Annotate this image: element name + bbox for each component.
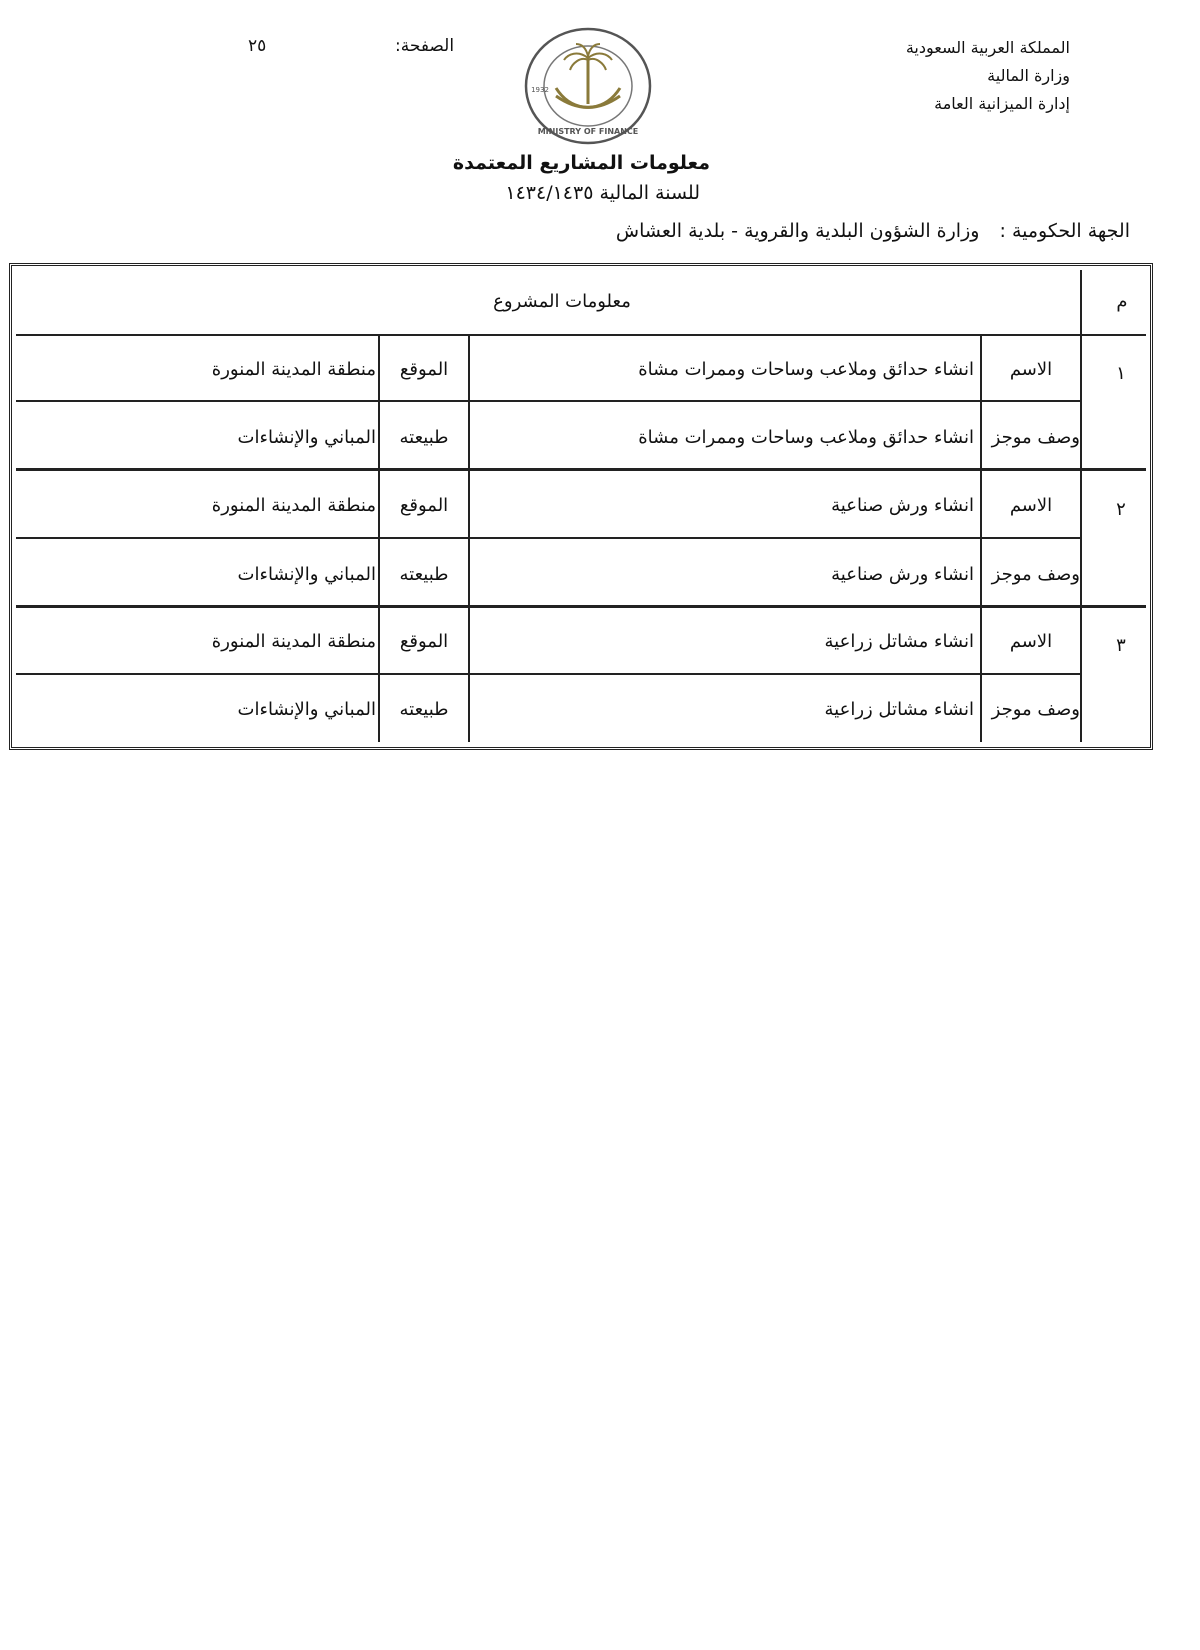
description-label: وصف موجز — [991, 427, 1080, 448]
project-nature: المباني والإنشاءات — [237, 699, 376, 720]
table-rule — [16, 537, 1082, 539]
project-name: انشاء ورش صناعية — [831, 495, 974, 516]
project-description: انشاء مشاتل زراعية — [824, 699, 974, 720]
table-rule — [16, 605, 1146, 608]
project-description: انشاء حدائق وملاعب وساحات وممرات مشاة — [638, 427, 974, 448]
ministry-seal-icon — [522, 26, 654, 146]
logo-year: 1932 — [531, 86, 549, 94]
project-name: انشاء حدائق وملاعب وساحات وممرات مشاة — [638, 359, 974, 380]
table-rule — [16, 334, 1146, 336]
location-label: الموقع — [399, 631, 449, 652]
page-label: الصفحة: — [395, 36, 455, 56]
location-label: الموقع — [399, 495, 449, 516]
ministry-logo — [522, 26, 654, 146]
table-rule — [16, 400, 1082, 402]
table-rule — [378, 336, 380, 742]
gov-entity-value: وزارة الشؤون البلدية والقروية - بلدية العشاش — [615, 220, 980, 242]
fiscal-year: للسنة المالية ١٤٣٤/١٤٣٥ — [505, 182, 700, 204]
nature-label: طبيعته — [399, 427, 449, 448]
projects-table — [9, 263, 1153, 750]
nature-label: طبيعته — [399, 564, 449, 585]
description-label: وصف موجز — [991, 564, 1080, 585]
page-number: ٢٥ — [248, 36, 267, 56]
kingdom-name: المملكة العربية السعودية — [905, 38, 1070, 57]
project-description: انشاء ورش صناعية — [831, 564, 974, 585]
project-location: منطقة المدينة المنورة — [211, 495, 376, 516]
project-index: ١ — [1116, 363, 1126, 384]
table-rule — [16, 673, 1082, 675]
name-label: الاسم — [1009, 495, 1053, 516]
project-location: منطقة المدينة المنورة — [211, 359, 376, 380]
department-name: إدارة الميزانية العامة — [934, 94, 1070, 113]
description-label: وصف موجز — [991, 699, 1080, 720]
ministry-name: وزارة المالية — [987, 66, 1070, 85]
column-header-project-info: معلومات المشروع — [493, 291, 631, 312]
name-label: الاسم — [1009, 631, 1053, 652]
government-entity-row — [530, 220, 1130, 242]
nature-label: طبيعته — [399, 699, 449, 720]
table-rule — [980, 336, 982, 742]
project-location: منطقة المدينة المنورة — [211, 631, 376, 652]
name-label: الاسم — [1009, 359, 1053, 380]
project-index: ٢ — [1116, 499, 1126, 520]
table-rule — [468, 336, 470, 742]
location-label: الموقع — [399, 359, 449, 380]
project-name: انشاء مشاتل زراعية — [824, 631, 974, 652]
column-header-index: م — [1116, 291, 1128, 312]
project-nature: المباني والإنشاءات — [237, 427, 376, 448]
table-rule — [1080, 270, 1082, 742]
project-index: ٣ — [1116, 635, 1126, 656]
logo-text: MINISTRY OF FINANCE — [537, 127, 639, 136]
document-title: معلومات المشاريع المعتمدة — [452, 152, 710, 174]
ministry-header — [830, 34, 1070, 118]
gov-entity-label: الجهة الحكومية : — [999, 220, 1130, 242]
table-rule — [16, 468, 1146, 471]
project-nature: المباني والإنشاءات — [237, 564, 376, 585]
